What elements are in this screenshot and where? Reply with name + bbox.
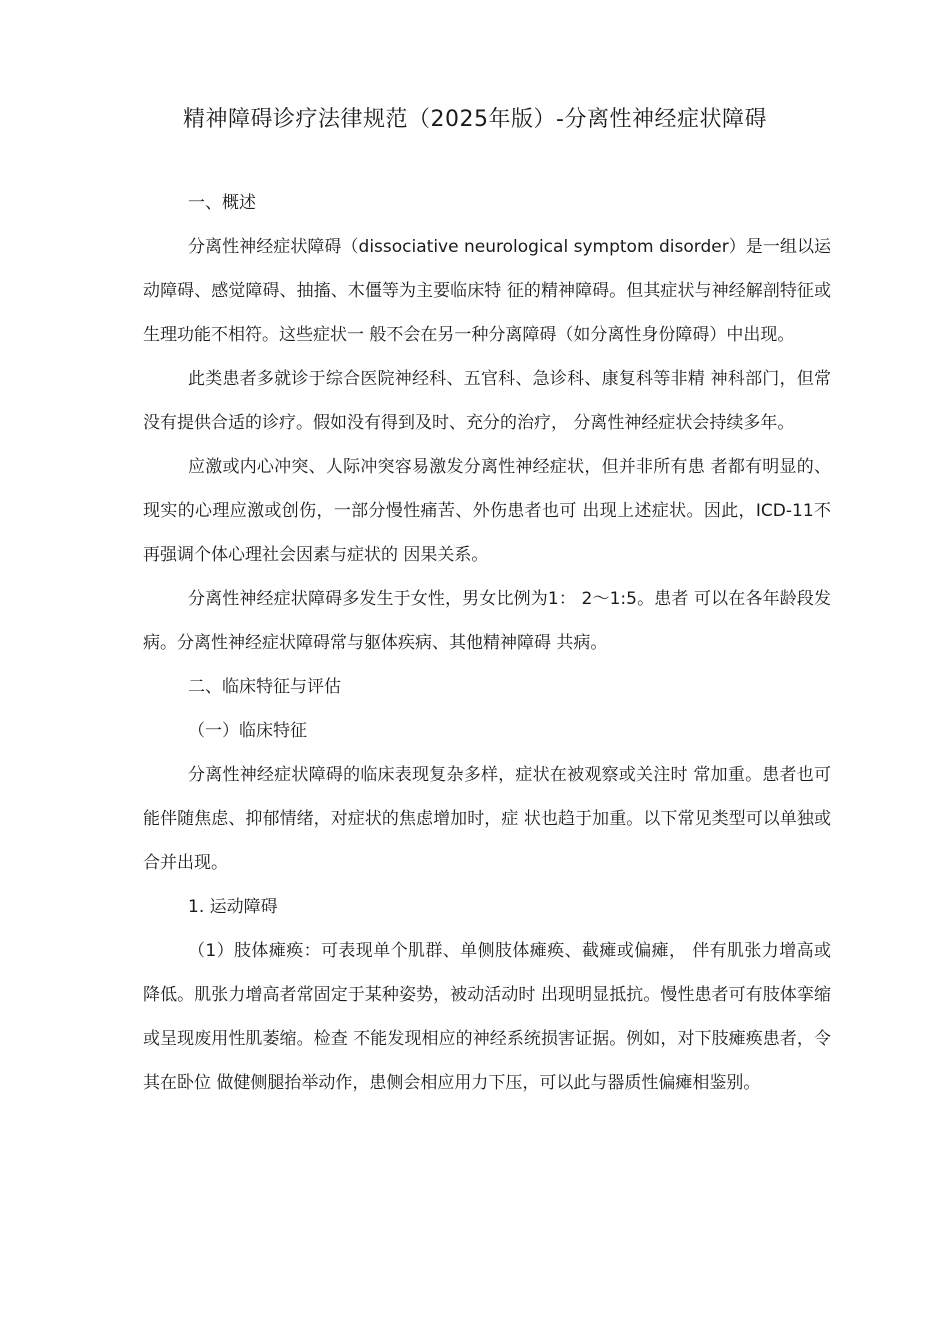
- body-paragraph: 此类患者多就诊于综合医院神经科、五官科、急诊科、康复科等非精 神科部门，但常没有提供合适的诊疗。假如没有得到及时、充分的治疗， 分离性神经症状会持续多年。: [143, 369, 831, 433]
- body-paragraph: 分离性神经症状障碍（dissociative neurological symptom disorder）是一组以运动障碍、感觉障碍、抽搐、木僵等为主要临床特 征的精神障碍。但其症状与神经解剖特征或生理功能不相符。这些症状一 般不会在另一种分离障碍（如分离性身份障碍）中出现。: [143, 237, 831, 345]
- document-body: [143, 181, 831, 1105]
- document-title: 精神障碍诊疗法律规范（2025年版）-分离性神经症状障碍: [183, 107, 767, 132]
- body-paragraph: 应激或内心冲突、人际冲突容易激发分离性神经症状，但并非所有患 者都有明显的、现实的心理应激或创伤，一部分慢性痛苦、外伤患者也可 出现上述症状。因此，ICD-11不再强调个体心理社会因素与症状的 因果关系。: [143, 457, 831, 565]
- body-paragraph: （1）肢体瘫痪：可表现单个肌群、单侧肢体瘫痪、截瘫或偏瘫， 伴有肌张力增高或降低。肌张力增高者常固定于某种姿势，被动活动时 出现明显抵抗。慢性患者可有肢体挛缩或呈现废用性肌萎缩。检查 不能发现相应的神经系统损害证据。例如，对下肢瘫痪患者，令其在卧位 做健侧腿抬举动作，患侧会相应用力下压，可以此与器质性偏瘫相鉴别。: [143, 941, 831, 1093]
- section-heading: 一、概述: [188, 193, 256, 213]
- section-heading: 二、临床特征与评估: [188, 677, 341, 697]
- section-heading: （一）临床特征: [188, 721, 307, 741]
- body-paragraph: 分离性神经症状障碍的临床表现复杂多样，症状在被观察或关注时 常加重。患者也可能伴随焦虑、抑郁情绪，对症状的焦虑增加时，症 状也趋于加重。以下常见类型可以单独或合并出现。: [143, 765, 831, 873]
- section-heading: 1. 运动障碍: [188, 897, 278, 917]
- body-paragraph: 分离性神经症状障碍多发生于女性，男女比例为1： 2〜1:5。患者 可以在各年龄段发病。分离性神经症状障碍常与躯体疾病、其他精神障碍 共病。: [143, 589, 831, 653]
